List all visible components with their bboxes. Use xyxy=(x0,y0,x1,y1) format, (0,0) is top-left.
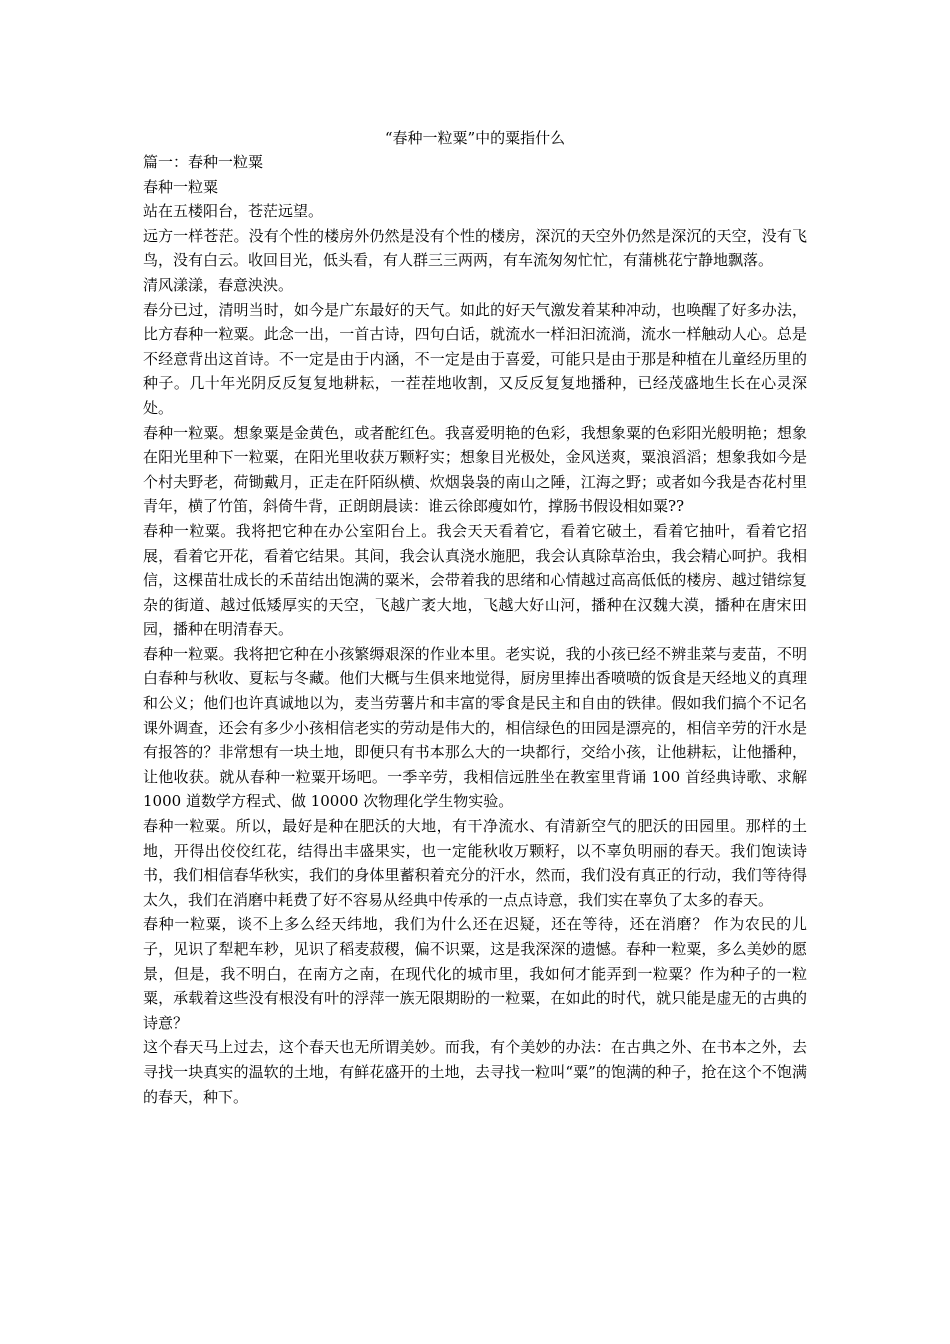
paragraph-section-heading: 篇一：春种一粒粟 xyxy=(143,153,264,171)
paragraph: 春种一粒粟。我将把它种在小孩繁缛艰深的作业本里。老实说，我的小孩已经不辨韭菜与麦苗，不明白春种与秋收、夏耘与冬藏。他们大概与生俱来地觉得，厨房里捧出香喷喷的饭食是天经地义的真理和公义；他们也许真诚地以为，麦当劳薯片和丰富的零食是民主和自由的铁律。假如我们搞个不记名课外调查，还会有多少小孩相信老实的劳动是伟大的，相信绿色的田园是漂亮的，相信辛劳的汗水是有报答的？非常想有一块土地，即便只有书本那么大的一块都行，交给小孩，让他耕耘，让他播种，让他收获。就从春种一粒粟开场吧。一季辛劳，我相信远胜坐在教室里背诵 100 首经典诗歌、求解 1000 道数学方程式、做 10000 次物理化学生物实验。 xyxy=(143,644,807,811)
document-body xyxy=(143,150,807,1109)
paragraph: 春分已过，清明当时，如今是广东最好的天气。如此的好天气激发着某种冲动，也唤醒了好多办法，比方春种一粒粟。此念一出，一首古诗，四句白话，就流水一样汩汩流淌，流水一样触动人心。总是不经意背出这首诗。不一定是由于内涵，不一定是由于喜爱，可能只是由于那是种植在儿童经历里的种子。几十年光阴反反复复地耕耘，一茬茬地收割，又反反复复地播种，已经茂盛地生长在心灵深处。 xyxy=(143,300,807,417)
document-title: “春种一粒粟”中的粟指什么 xyxy=(384,129,566,147)
paragraph: 站在五楼阳台，苍茫远望。 xyxy=(143,202,324,221)
paragraph: 远方一样苍茫。没有个性的楼房外仍然是没有个性的楼房，深沉的天空外仍然是深沉的天空，没有飞鸟，没有白云。收回目光，低头看，有人群三三两两，有车流匆匆忙忙，有蒲桃花宁静地飘落。 xyxy=(143,226,807,270)
paragraph: 清风漾漾，春意泱泱。 xyxy=(143,275,294,294)
paragraph: 这个春天马上过去，这个春天也无所谓美妙。而我，有个美妙的办法：在古典之外、在书本之外，去寻找一块真实的温软的土地，有鲜花盛开的土地，去寻找一粒叫“粟”的饱满的种子，抢在这个不饱满的春天，种下。 xyxy=(143,1038,807,1106)
paragraph: 春种一粒粟。所以，最好是种在肥沃的大地，有干净流水、有清新空气的肥沃的田园里。那样的土地，开得出佼佼红花，结得出丰盛果实，也一定能秋收万颗籽，以不辜负明丽的春天。我们饱读诗书，我们相信春华秋实，我们的身体里蓄积着充分的汗水，然而，我们没有真正的行动，我们等待得太久，我们在消磨中耗费了好不容易从经典中传承的一点点诗意，我们实在辜负了太多的春天。 xyxy=(143,817,807,909)
paragraph: 春种一粒粟。我将把它种在办公室阳台上。我会天天看着它，看着它破土，看着它抽叶，看着它招展，看着它开花，看着它结果。其间，我会认真浇水施肥，我会认真除草治虫，我会精心呵护。我相信，这棵苗壮成长的禾苗结出饱满的粟米，会带着我的思绪和心情越过高高低低的楼房、越过错综复杂的街道、越过低矮厚实的天空，飞越广袤大地，飞越大好山河，播种在汉魏大漠，播种在唐宋田园，播种在明清春天。 xyxy=(143,521,807,639)
paragraph-article-title: 春种一粒粟 xyxy=(143,177,219,196)
paragraph: 春种一粒粟，谈不上多么经天纬地，我们为什么还在迟疑，还在等待，还在消磨？ 作为农民的儿子，见识了犁耙车耖，见识了稻麦菽稷，偏不识粟，这是我深深的遗憾。春种一粒粟，多么美妙的愿景，但是，我不明白，在南方之南，在现代化的城市里，我如何才能弄到一粒粟？作为种子的一粒粟，承载着这些没有根没有叶的浮萍一族无限期盼的一粒粟，在如此的时代，就只能是虚无的古典的诗意？ xyxy=(143,915,807,1032)
paragraph: 春种一粒粟。想象粟是金黄色，或者酡红色。我喜爱明艳的色彩，我想象粟的色彩阳光般明艳；想象在阳光里种下一粒粟，在阳光里收获万颗籽实；想象目光极处，金风送爽，粟浪滔滔；想象我如今是个村夫野老，荷锄戴月，正走在阡陌纵横、炊烟袅袅的南山之陲，江海之野；或者如今我是杏花村里青年，横了竹笛，斜倚牛背，正朗朗晨读：谁云徐郎瘦如竹，撑肠书假设相如粟?? xyxy=(143,423,807,516)
